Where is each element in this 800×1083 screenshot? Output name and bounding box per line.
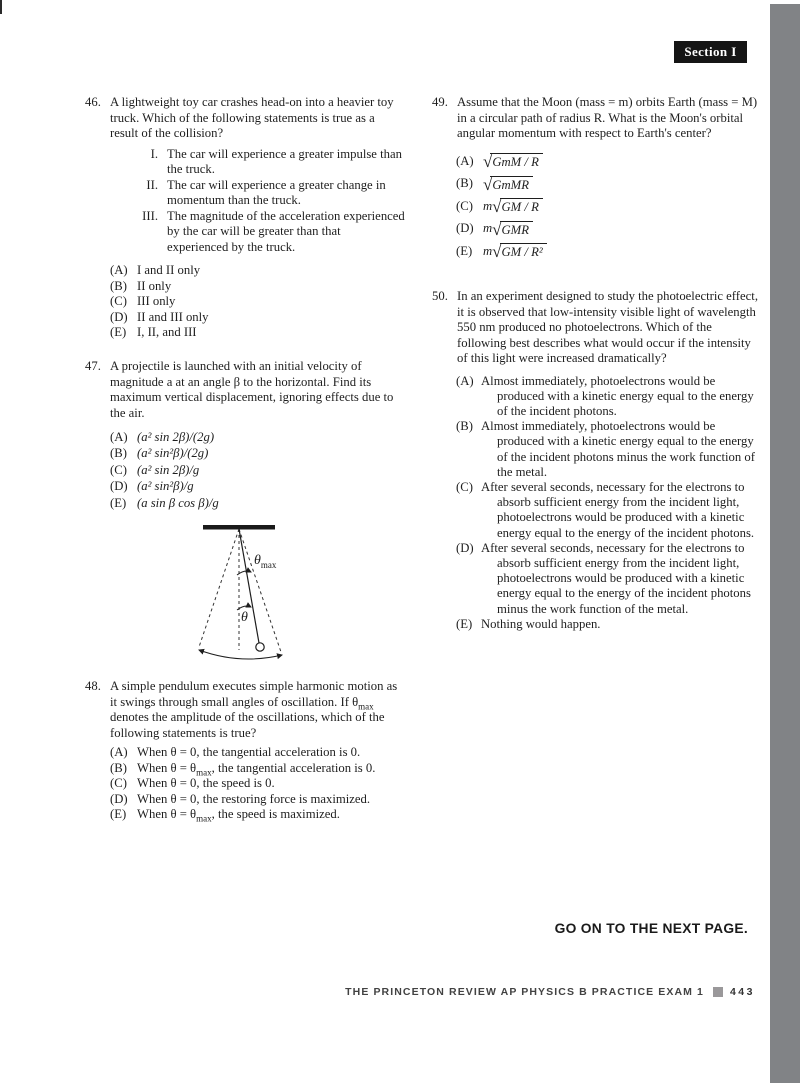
answer-option	[456, 215, 758, 238]
mass-prefix: m	[483, 243, 493, 258]
answer-option	[110, 263, 405, 279]
option-text: II and III only	[137, 309, 209, 324]
answer-option	[110, 294, 405, 310]
option-label: (C)	[110, 776, 127, 790]
option-formula: (a² sin²β)/g	[137, 479, 194, 494]
mass-prefix: m	[483, 198, 493, 213]
option-label: (E)	[456, 243, 473, 258]
item-text: The magnitude of the acceleration experienced by the car will be greater than that experienced by the truck.	[167, 208, 405, 254]
option-label: (E)	[110, 807, 127, 821]
theta-label: θ	[241, 610, 248, 625]
answer-option	[456, 148, 758, 171]
option-formula: (a² sin 2β)/(2g)	[137, 430, 215, 444]
item-text: The car will experience a greater impulse than the truck.	[167, 146, 402, 176]
square-root-sign: √	[492, 219, 502, 239]
answer-option	[110, 761, 407, 777]
square-root-sign: √	[492, 242, 502, 261]
answer-option	[110, 745, 407, 761]
radicand: GMR	[500, 221, 533, 238]
radicand: GM / R	[500, 198, 543, 215]
option-text: I and II only	[137, 263, 201, 277]
option-label: (B)	[110, 446, 127, 461]
option-label: (A)	[110, 430, 128, 444]
item-numeral: III.	[142, 208, 158, 223]
option-text: After several seconds, necessary for the electrons to absorb sufficient energy from the incident light, photoelectrons would be produced with a kinetic energy equal to the energy of the incident photons minus the work function of the metal.	[481, 540, 751, 616]
right-swing-limit-line	[239, 529, 281, 652]
option-label: (D)	[456, 221, 474, 235]
pendulum-rod	[239, 529, 259, 643]
pendulum-figure	[180, 516, 310, 668]
square-root-sign: √	[492, 197, 502, 216]
roman-numeral-list	[132, 147, 405, 256]
answer-option	[110, 429, 405, 445]
answer-option	[456, 541, 758, 617]
option-label: (A)	[110, 263, 128, 277]
square-bullet-icon	[713, 987, 723, 997]
option-label: (B)	[110, 278, 127, 293]
answer-option	[456, 193, 758, 216]
answer-options	[456, 374, 758, 632]
option-label: (C)	[110, 462, 127, 477]
answer-option	[456, 374, 758, 420]
radicand: GM / R²	[500, 243, 547, 260]
square-root-sign: √	[483, 174, 493, 194]
option-text: Nothing would happen.	[481, 616, 601, 631]
option-text: III only	[137, 294, 176, 308]
option-label: (E)	[456, 616, 473, 631]
item-numeral: I.	[150, 146, 158, 161]
question-48	[85, 679, 407, 823]
option-label: (D)	[110, 791, 128, 806]
question-number: 50.	[432, 289, 448, 303]
answer-option	[110, 478, 405, 494]
question-text: Assume that the Moon (mass = m) orbits Earth (mass = M) in a circular path of radius R. What is the Moon's orbital angular momentum with respect to Earth's center?	[457, 95, 758, 140]
square-root-sign: √	[483, 152, 493, 171]
footer-title: THE PRINCETON REVIEW AP PHYSICS B PRACTICE EXAM 1	[345, 986, 704, 998]
answer-option	[110, 325, 405, 341]
answer-option	[110, 776, 407, 792]
radicand: GmMR	[490, 176, 533, 193]
option-label: (C)	[456, 479, 473, 494]
left-swing-limit-line	[199, 529, 239, 647]
option-label: (D)	[456, 540, 474, 555]
list-item	[132, 178, 405, 209]
option-label: (D)	[110, 309, 128, 324]
question-49	[432, 95, 758, 260]
option-text: When θ = 0, the tangential acceleration is 0.	[137, 745, 361, 759]
answer-option	[110, 807, 407, 823]
option-formula: (a² sin 2β)/g	[137, 462, 200, 477]
option-label: (B)	[110, 760, 127, 775]
item-text: The car will experience a greater change in momentum than the truck.	[167, 177, 386, 207]
option-text: When $\theta = \theta_{max}$, the speed is maximized.	[137, 807, 340, 824]
option-formula: (a² sin²β)/(2g)	[137, 446, 209, 461]
answer-option	[110, 495, 405, 511]
mass-prefix: m	[483, 221, 493, 235]
option-label: (C)	[110, 294, 127, 308]
pendulum-diagram	[180, 516, 310, 668]
page-number: 443	[729, 986, 755, 998]
question-number: 46.	[85, 95, 101, 109]
answer-option	[110, 462, 405, 478]
question-47	[85, 359, 405, 511]
swing-arc-arrow	[199, 650, 282, 659]
option-label: (D)	[110, 479, 128, 494]
option-label: (C)	[456, 198, 473, 213]
answer-options	[110, 429, 405, 511]
option-text: When θ = 0, the speed is 0.	[137, 776, 275, 790]
go-on-instruction: GO ON TO THE NEXT PAGE.	[554, 921, 748, 936]
question-50	[432, 289, 758, 632]
question-number: 47.	[85, 359, 101, 373]
question-46	[85, 95, 405, 341]
radicand: GmM / R	[490, 153, 543, 170]
option-label: (B)	[456, 176, 473, 190]
option-text: I, II, and III	[137, 325, 197, 339]
answer-option	[456, 238, 758, 261]
answer-option	[456, 480, 758, 541]
option-label: (E)	[110, 495, 127, 510]
option-label: (A)	[110, 745, 128, 759]
answer-options	[456, 148, 758, 261]
answer-option	[456, 617, 758, 632]
page-edge-strip	[770, 4, 800, 1083]
option-label: (A)	[456, 153, 474, 168]
theta-max-label: $\theta_{max}$	[254, 553, 277, 570]
answer-option	[456, 170, 758, 193]
option-text: After several seconds, necessary for the electrons to absorb sufficient energy from the incident light, photoelectrons would be produced with a kinetic energy equal to the energy of the incident photons.	[481, 479, 755, 540]
answer-options	[110, 745, 407, 823]
answer-option	[110, 279, 405, 295]
question-text: A projectile is launched with an initial velocity of magnitude a at an angle β to the horizontal. Find its maximum vertical displacement, ignoring effects due to the air.	[110, 359, 394, 420]
page-footer	[345, 986, 755, 998]
option-label: (E)	[110, 325, 127, 339]
list-item	[132, 209, 405, 256]
option-label: (A)	[456, 373, 474, 388]
answer-option	[110, 310, 405, 326]
question-text: A lightweight toy car crashes head-on into a heavier toy truck. Which of the following statements is true as a result of the collision?	[110, 95, 394, 140]
answer-option	[110, 445, 405, 461]
scan-artifact-mark	[0, 0, 2, 14]
option-label: (B)	[456, 419, 473, 434]
option-formula: (a sin β cos β)/g	[137, 495, 219, 510]
option-text: Almost immediately, photoelectrons would be produced with a kinetic energy equal to the energy of the incident photons.	[481, 373, 754, 418]
option-text: When $\theta = \theta_{max}$, the tangential acceleration is 0.	[137, 760, 376, 778]
question-text: A simple pendulum executes simple harmonic motion as it swings through small angles of oscillation. If $\theta_{max}$ denotes the amplitude of the oscillations, which of the following statements is true?	[110, 679, 398, 740]
item-numeral: II.	[146, 177, 158, 192]
answer-option	[456, 419, 758, 480]
option-text: II only	[137, 278, 172, 293]
answer-option	[110, 792, 407, 808]
list-item	[132, 147, 405, 178]
answer-options	[110, 263, 405, 341]
pendulum-bob	[256, 643, 264, 651]
question-text: In an experiment designed to study the photoelectric effect, it is observed that low-intensity visible light of wavelength 550 nm produced no photoelectrons. Which of the following best describes what would occur if the intensity of this light were increased dramatically?	[457, 289, 758, 365]
option-text: Almost immediately, photoelectrons would be produced with a kinetic energy equal to the energy of the incident photons minus the work function of the metal.	[481, 419, 755, 479]
question-number: 49.	[432, 95, 448, 109]
question-number: 48.	[85, 679, 101, 693]
option-text: When θ = 0, the restoring force is maximized.	[137, 791, 371, 806]
ceiling-bar	[203, 525, 275, 530]
section-badge: Section I	[674, 41, 747, 63]
